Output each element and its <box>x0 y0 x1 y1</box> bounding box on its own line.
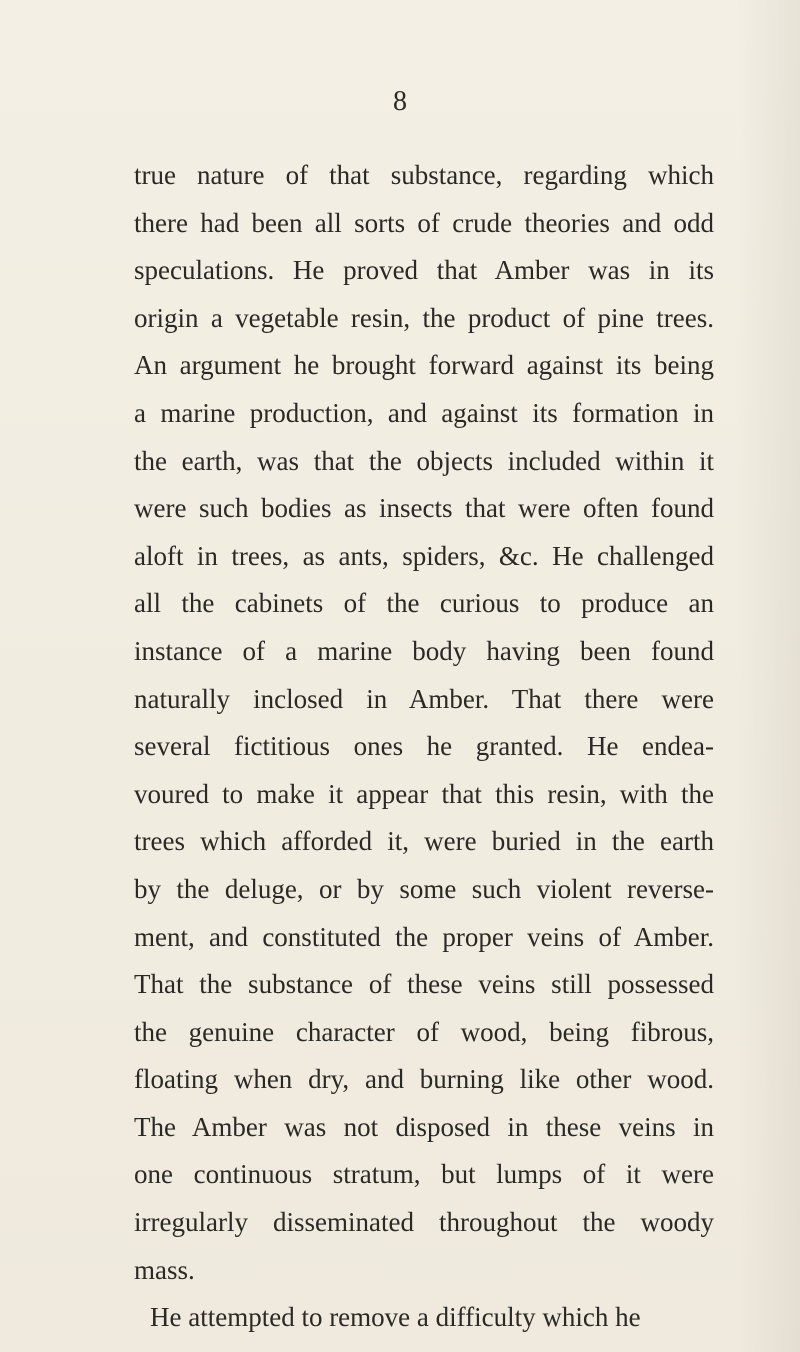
text-line: An argument he brought forward against its being <box>134 350 714 381</box>
page-number: 8 <box>393 86 407 117</box>
text-line: by the deluge, or by some such violent reverse- <box>134 873 714 904</box>
text-line: there had been all sorts of crude theories and odd <box>134 207 714 238</box>
text-line: the earth, was that the objects included within it <box>134 445 714 476</box>
text-line: naturally inclosed in Amber. That there were <box>134 683 714 714</box>
text-line: trees which afforded it, were buried in the earth <box>134 826 714 857</box>
text-line: mass. <box>134 1254 195 1285</box>
text-line: instance of a marine body having been found <box>134 635 714 666</box>
text-line: ment, and constituted the proper veins of Amber. <box>134 921 714 952</box>
text-line: several fictitious ones he granted. He endea- <box>134 731 714 762</box>
text-line: He attempted to remove a difficulty which he <box>150 1302 641 1333</box>
text-line: the genuine character of wood, being fibrous, <box>134 1016 714 1047</box>
text-line: voured to make it appear that this resin, with the <box>134 778 714 809</box>
text-line: true nature of that substance, regarding which <box>134 160 714 190</box>
text-line: were such bodies as insects that were often found <box>134 493 714 524</box>
text-line: origin a vegetable resin, the product of pine trees. <box>134 302 714 333</box>
text-line: floating when dry, and burning like other wood. <box>134 1064 714 1095</box>
text-line: The Amber was not disposed in these veins in <box>134 1111 714 1142</box>
text-line: all the cabinets of the curious to produce an <box>134 588 714 619</box>
text-line: a marine production, and against its formation in <box>134 397 714 428</box>
text-line: aloft in trees, as ants, spiders, &c. He challenged <box>134 540 714 571</box>
text-line: one continuous stratum, but lumps of it were <box>134 1159 714 1190</box>
text-line: speculations. He proved that Amber was in its <box>134 255 714 286</box>
text-line: That the substance of these veins still possessed <box>134 969 714 1000</box>
text-line: irregularly disseminated throughout the woody <box>134 1207 714 1238</box>
body-paragraph <box>134 152 714 1342</box>
